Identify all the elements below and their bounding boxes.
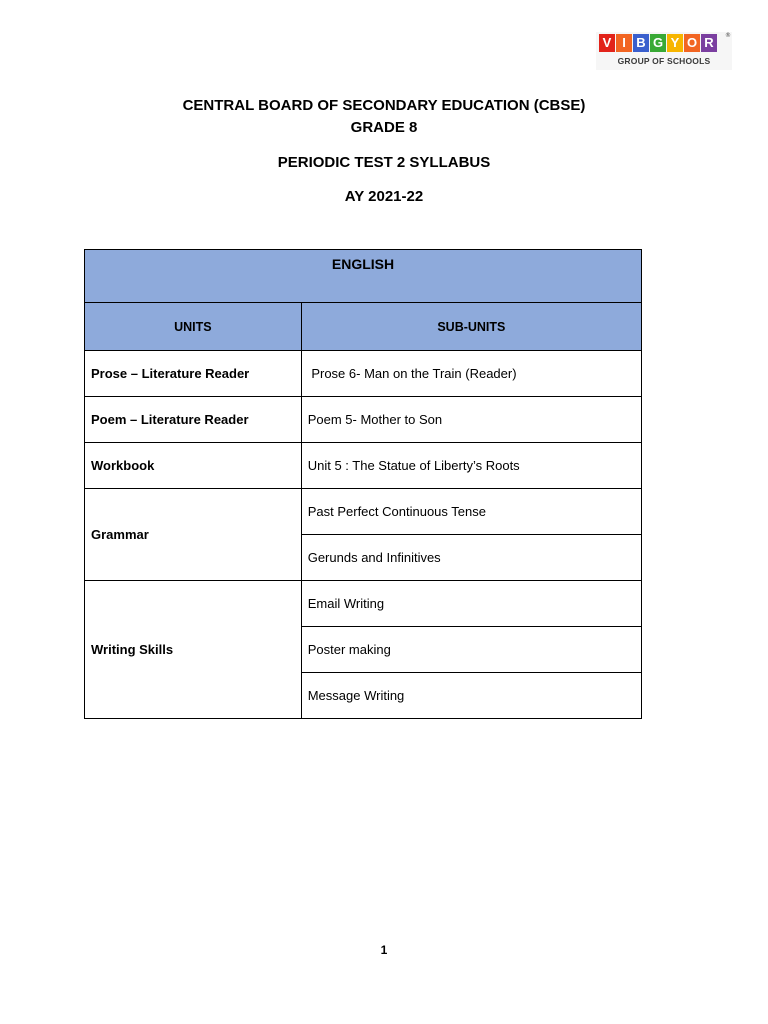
table-row — [85, 351, 642, 397]
sub-unit-cell: Email Writing — [301, 581, 641, 627]
sub-unit-cell: Poster making — [301, 627, 641, 673]
column-header-row — [85, 303, 642, 351]
sub-unit-cell: Unit 5 : The Statue of Liberty’s Roots — [301, 443, 641, 489]
logo-letter: Y — [667, 34, 683, 52]
logo-letter: R — [701, 34, 717, 52]
logo-tagline: GROUP OF SCHOOLS — [617, 56, 711, 66]
logo-letter: I — [616, 34, 632, 52]
logo-letter: B — [633, 34, 649, 52]
table-row — [85, 581, 642, 627]
sub-unit-cell: Gerunds and Infinitives — [301, 535, 641, 581]
sub-unit-cell: Prose 6- Man on the Train (Reader) — [301, 351, 641, 397]
academic-year: AY 2021-22 — [344, 188, 424, 205]
logo-wordmark — [599, 34, 717, 52]
table-row — [85, 443, 642, 489]
sub-unit-cell: Past Perfect Continuous Tense — [301, 489, 641, 535]
units-column-header: UNITS — [85, 303, 302, 351]
grade-title: GRADE 8 — [350, 119, 418, 136]
sub-units-column-header: SUB-UNITS — [301, 303, 641, 351]
logo-letter: O — [684, 34, 700, 52]
syllabus-table — [84, 249, 642, 719]
logo-letter: G — [650, 34, 666, 52]
subject-row — [85, 250, 642, 303]
table-row — [85, 489, 642, 535]
registered-mark: ® — [725, 32, 731, 39]
unit-cell-prose: Prose – Literature Reader — [85, 351, 302, 397]
vibgyor-logo — [596, 32, 732, 70]
sub-unit-cell: Message Writing — [301, 673, 641, 719]
unit-cell-writing-skills: Writing Skills — [85, 581, 302, 719]
unit-cell-grammar: Grammar — [85, 489, 302, 581]
page-number: 1 — [380, 943, 388, 957]
unit-cell-workbook: Workbook — [85, 443, 302, 489]
board-title: CENTRAL BOARD OF SECONDARY EDUCATION (CBSE) — [182, 97, 586, 114]
logo-letter: V — [599, 34, 615, 52]
sub-unit-cell: Poem 5- Mother to Son — [301, 397, 641, 443]
subject-title: ENGLISH — [85, 250, 642, 303]
test-title: PERIODIC TEST 2 SYLLABUS — [277, 154, 491, 171]
table-row — [85, 397, 642, 443]
unit-cell-poem: Poem – Literature Reader — [85, 397, 302, 443]
